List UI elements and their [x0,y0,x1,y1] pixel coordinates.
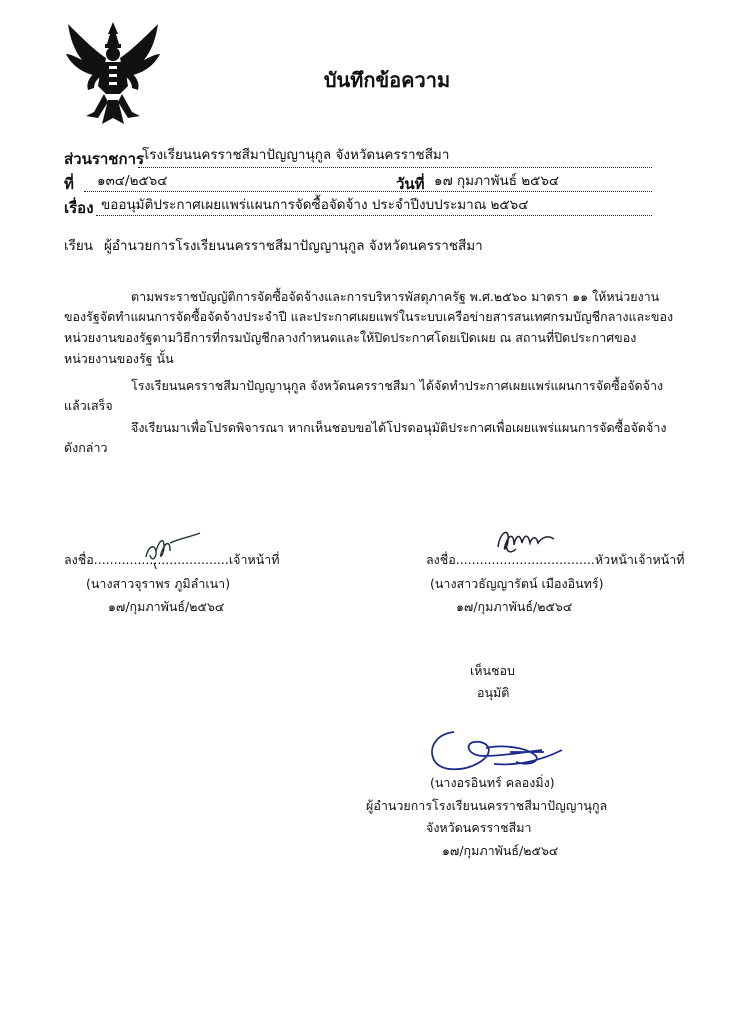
department-value: โรงเรียนนครราชสีมาปัญญานุกูล จังหวัดนครราชสีมา [142,147,450,163]
body-p1-line3: หน่วยงานของรัฐตามวิธีการที่กรมบัญชีกลางกำหนดและให้ปิดประกาศโดยเปิดเผย ณ สถานที่ปิดประกาศของ [64,330,637,345]
document-title: บันทึกข้อความ [323,68,451,92]
subject-label: เรื่อง [64,199,94,217]
department-underline [138,167,652,168]
head-officer-date: ๑๗/กุมภาพันธ์/๒๕๖๔ [456,599,573,614]
ref-value: ๑๓๔/๒๕๖๔ [97,173,168,189]
body-p1-line2: ของรัฐจัดทำแผนการจัดซื้อจัดจ้างประจำปี และประกาศเผยแพร่ในระบบเครือข่ายสารสนเทศกรมบัญชีกลางและของ [64,309,674,324]
subject-underline [96,215,652,216]
date-value: ๑๗ กุมภาพันธ์ ๒๕๖๔ [434,173,560,189]
body-p2-line2: แล้วเสร็จ [64,398,113,413]
body-p1-line1: ตามพระราชบัญญัติการจัดซื้อจัดจ้างและการบริหารพัสดุภาครัฐ พ.ศ.๒๕๖๐ มาตรา ๑๑ ให้หน่วยงาน [131,289,660,304]
director-position: ผู้อำนวยการโรงเรียนนครราชสีมาปัญญานุกูล [366,798,608,813]
body-p3-line2: ดังกล่าว [64,440,108,455]
director-province: จังหวัดนครราชสีมา [426,820,532,835]
officer-name: (นางสาวจุราพร ภูมิลำเนา) [86,576,231,591]
to-label: เรียน [64,238,94,254]
ref-label: ที่ [64,175,74,193]
director-signature-image [424,726,566,778]
head-officer-name: (นางสาวธัญญารัตน์ เมืองอินทร์) [430,576,604,591]
to-value: ผู้อำนวยการโรงเรียนนครราชสีมาปัญญานุกูล จังหวัดนครราชสีมา [104,238,483,254]
director-name: (นางอรอินทร์ คลองมิ่ง) [430,775,555,790]
date-label: วันที่ [396,175,425,193]
ref-underline [84,191,652,192]
approve-text: เห็นชอบ [470,663,515,678]
officer-date: ๑๗/กุมภาพันธ์/๒๕๖๔ [108,599,225,614]
body-p2-line1: โรงเรียนนครราชสีมาปัญญานุกูล จังหวัดนครราชสีมา ได้จัดทำประกาศเผยแพร่แผนการจัดซื้อจัดจ้าง [131,378,664,393]
director-date: ๑๗/กุมภาพันธ์/๒๕๖๔ [442,843,559,858]
department-label: ส่วนราชการ [64,150,145,168]
subject-value: ขออนุมัติประกาศเผยแพร่แผนการจัดซื้อจัดจ้าง ประจำปีงบประมาณ ๒๕๖๔ [101,197,529,213]
authorize-text: อนุมัติ [477,685,510,700]
head-officer-sign-line: ลงชื่อ...................................หัวหน้าเจ้าหน้าที่ [426,552,685,567]
body-p3-line1: จึงเรียนมาเพื่อโปรดพิจารณา หากเห็นชอบขอได้โปรดอนุมัติประกาศเพื่อเผยแพร่แผนการจัดซื้อจัดจ้าง [131,420,667,435]
officer-sign-line: ลงชื่อ..................................เจ้าหน้าที่ [64,552,280,567]
body-p1-line4: หน่วยงานของรัฐ นั้น [64,351,174,366]
